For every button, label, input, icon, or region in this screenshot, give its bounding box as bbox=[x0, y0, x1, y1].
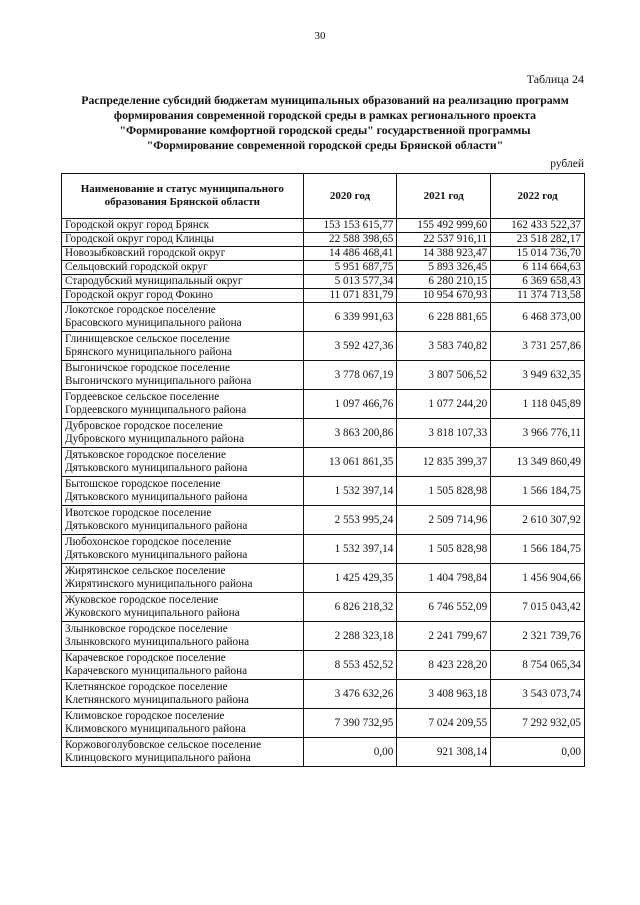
value-2020-cell: 2 553 995,24 bbox=[303, 506, 397, 535]
value-2020-cell: 3 778 067,19 bbox=[303, 361, 397, 390]
municipality-name-cell: Климовское городское поселение Климовского муниципального района bbox=[62, 709, 304, 738]
value-2022-cell: 1 566 184,75 bbox=[491, 477, 585, 506]
value-2022-cell: 8 754 065,34 bbox=[491, 651, 585, 680]
value-2020-cell: 153 153 615,77 bbox=[303, 219, 397, 233]
municipality-name-cell: Новозыбковский городской округ bbox=[62, 247, 304, 261]
column-header-name: Наименование и статус муниципального образования Брянской области bbox=[62, 174, 304, 219]
table-row bbox=[62, 680, 585, 709]
value-2020-cell: 0,00 bbox=[303, 738, 397, 767]
value-2021-cell: 3 583 740,82 bbox=[397, 332, 491, 361]
table-row bbox=[62, 332, 585, 361]
municipality-name-cell: Дятьковское городское поселение Дятьковского муниципального района bbox=[62, 448, 304, 477]
table-row bbox=[62, 247, 585, 261]
value-2021-cell: 1 404 798,84 bbox=[397, 564, 491, 593]
title-line: "Формирование комфортной городской среды" государственной программы bbox=[119, 123, 531, 137]
value-2022-cell: 3 949 632,35 bbox=[491, 361, 585, 390]
value-2022-cell: 7 292 932,05 bbox=[491, 709, 585, 738]
value-2022-cell: 3 543 073,74 bbox=[491, 680, 585, 709]
value-2021-cell: 3 807 506,52 bbox=[397, 361, 491, 390]
value-2022-cell: 6 114 664,63 bbox=[491, 261, 585, 275]
value-2022-cell: 1 118 045,89 bbox=[491, 390, 585, 419]
value-2021-cell: 7 024 209,55 bbox=[397, 709, 491, 738]
table-row bbox=[62, 651, 585, 680]
column-header-2020: 2020 год bbox=[303, 174, 397, 219]
value-2022-cell: 15 014 736,70 bbox=[491, 247, 585, 261]
value-2021-cell: 6 228 881,65 bbox=[397, 303, 491, 332]
value-2021-cell: 1 505 828,98 bbox=[397, 477, 491, 506]
value-2022-cell: 13 349 860,49 bbox=[491, 448, 585, 477]
table-label: Таблица 24 bbox=[526, 72, 584, 86]
table-row bbox=[62, 219, 585, 233]
value-2022-cell: 6 369 658,43 bbox=[491, 275, 585, 289]
value-2021-cell: 921 308,14 bbox=[397, 738, 491, 767]
value-2021-cell: 10 954 670,93 bbox=[397, 289, 491, 303]
value-2021-cell: 22 537 916,11 bbox=[397, 233, 491, 247]
municipality-name-cell: Городской округ город Фокино bbox=[62, 289, 304, 303]
value-2020-cell: 5 951 687,75 bbox=[303, 261, 397, 275]
table-row bbox=[62, 419, 585, 448]
value-2020-cell: 1 425 429,35 bbox=[303, 564, 397, 593]
value-2022-cell: 162 433 522,37 bbox=[491, 219, 585, 233]
title-line: формирования современной городской среды в рамках регионального проекта bbox=[113, 108, 537, 122]
table-row bbox=[62, 390, 585, 419]
value-2020-cell: 3 592 427,36 bbox=[303, 332, 397, 361]
municipality-name-cell: Городской округ город Брянск bbox=[62, 219, 304, 233]
value-2021-cell: 3 408 963,18 bbox=[397, 680, 491, 709]
municipality-name-cell: Дубровское городское поселение Дубровского муниципального района bbox=[62, 419, 304, 448]
value-2022-cell: 23 518 282,17 bbox=[491, 233, 585, 247]
page-number: 30 bbox=[314, 30, 326, 42]
value-2020-cell: 7 390 732,95 bbox=[303, 709, 397, 738]
value-2021-cell: 1 505 828,98 bbox=[397, 535, 491, 564]
municipality-name-cell: Жирятинское сельское поселение Жирятинского муниципального района bbox=[62, 564, 304, 593]
value-2020-cell: 2 288 323,18 bbox=[303, 622, 397, 651]
value-2020-cell: 8 553 452,52 bbox=[303, 651, 397, 680]
municipality-name-cell: Гордеевское сельское поселение Гордеевского муниципального района bbox=[62, 390, 304, 419]
document-title bbox=[40, 93, 610, 153]
municipality-name-cell: Любохонское городское поселение Дятьковского муниципального района bbox=[62, 535, 304, 564]
municipality-name-cell: Коржовоголубовское сельское поселение Клинцовского муниципального района bbox=[62, 738, 304, 767]
value-2020-cell: 3 863 200,86 bbox=[303, 419, 397, 448]
title-line: "Формирование современной городской среды Брянской области" bbox=[146, 138, 504, 152]
value-2020-cell: 3 476 632,26 bbox=[303, 680, 397, 709]
value-2020-cell: 5 013 577,34 bbox=[303, 275, 397, 289]
table-row bbox=[62, 361, 585, 390]
municipality-name-cell: Глинищевское сельское поселение Брянского муниципального района bbox=[62, 332, 304, 361]
value-2021-cell: 5 893 326,45 bbox=[397, 261, 491, 275]
column-header-2022: 2022 год bbox=[491, 174, 585, 219]
value-2022-cell: 3 966 776,11 bbox=[491, 419, 585, 448]
value-2022-cell: 0,00 bbox=[491, 738, 585, 767]
municipality-name-cell: Клетнянское городское поселение Клетнянского муниципального района bbox=[62, 680, 304, 709]
value-2022-cell: 2 321 739,76 bbox=[491, 622, 585, 651]
municipality-name-cell: Карачевское городское поселение Карачевского муниципального района bbox=[62, 651, 304, 680]
table-row bbox=[62, 564, 585, 593]
table-row bbox=[62, 303, 585, 332]
value-2022-cell: 3 731 257,86 bbox=[491, 332, 585, 361]
value-2022-cell: 2 610 307,92 bbox=[491, 506, 585, 535]
municipality-name-cell: Сельцовский городской округ bbox=[62, 261, 304, 275]
subsidy-table bbox=[61, 173, 585, 767]
table-row bbox=[62, 477, 585, 506]
municipality-name-cell: Жуковское городское поселение Жуковского муниципального района bbox=[62, 593, 304, 622]
value-2022-cell: 11 374 713,58 bbox=[491, 289, 585, 303]
table-row bbox=[62, 709, 585, 738]
value-2022-cell: 7 015 043,42 bbox=[491, 593, 585, 622]
value-2022-cell: 6 468 373,00 bbox=[491, 303, 585, 332]
value-2021-cell: 14 388 923,47 bbox=[397, 247, 491, 261]
value-2022-cell: 1 566 184,75 bbox=[491, 535, 585, 564]
municipality-name-cell: Ивотское городское поселение Дятьковского муниципального района bbox=[62, 506, 304, 535]
title-line: Распределение субсидий бюджетам муниципальных образований на реализацию программ bbox=[81, 93, 569, 107]
table-row bbox=[62, 535, 585, 564]
municipality-name-cell: Стародубский муниципальный округ bbox=[62, 275, 304, 289]
municipality-name-cell: Локотское городское поселение Брасовского муниципального района bbox=[62, 303, 304, 332]
municipality-name-cell: Выгоничское городское поселение Выгоничского муниципального района bbox=[62, 361, 304, 390]
value-2021-cell: 6 746 552,09 bbox=[397, 593, 491, 622]
value-2020-cell: 22 588 398,65 bbox=[303, 233, 397, 247]
value-2020-cell: 6 826 218,32 bbox=[303, 593, 397, 622]
table-row bbox=[62, 622, 585, 651]
table-row bbox=[62, 593, 585, 622]
value-2020-cell: 1 532 397,14 bbox=[303, 535, 397, 564]
value-2020-cell: 14 486 468,41 bbox=[303, 247, 397, 261]
table-header-row bbox=[62, 174, 585, 219]
value-2021-cell: 2 241 799,67 bbox=[397, 622, 491, 651]
value-2021-cell: 8 423 228,20 bbox=[397, 651, 491, 680]
table-row bbox=[62, 448, 585, 477]
value-2021-cell: 2 509 714,96 bbox=[397, 506, 491, 535]
value-2020-cell: 1 097 466,76 bbox=[303, 390, 397, 419]
municipality-name-cell: Злынковское городское поселение Злынковского муниципального района bbox=[62, 622, 304, 651]
table-row bbox=[62, 738, 585, 767]
column-header-2021: 2021 год bbox=[397, 174, 491, 219]
municipality-name-cell: Городской округ город Клинцы bbox=[62, 233, 304, 247]
value-2020-cell: 1 532 397,14 bbox=[303, 477, 397, 506]
municipality-name-cell: Бытошское городское поселение Дятьковского муниципального района bbox=[62, 477, 304, 506]
units-label: рублей bbox=[550, 158, 584, 170]
value-2021-cell: 12 835 399,37 bbox=[397, 448, 491, 477]
table-row bbox=[62, 275, 585, 289]
table-body bbox=[62, 219, 585, 767]
value-2020-cell: 13 061 861,35 bbox=[303, 448, 397, 477]
value-2021-cell: 3 818 107,33 bbox=[397, 419, 491, 448]
value-2020-cell: 11 071 831,79 bbox=[303, 289, 397, 303]
value-2021-cell: 155 492 999,60 bbox=[397, 219, 491, 233]
value-2021-cell: 6 280 210,15 bbox=[397, 275, 491, 289]
value-2020-cell: 6 339 991,63 bbox=[303, 303, 397, 332]
table-row bbox=[62, 261, 585, 275]
table-row bbox=[62, 289, 585, 303]
value-2021-cell: 1 077 244,20 bbox=[397, 390, 491, 419]
value-2022-cell: 1 456 904,66 bbox=[491, 564, 585, 593]
table-row bbox=[62, 506, 585, 535]
table-row bbox=[62, 233, 585, 247]
